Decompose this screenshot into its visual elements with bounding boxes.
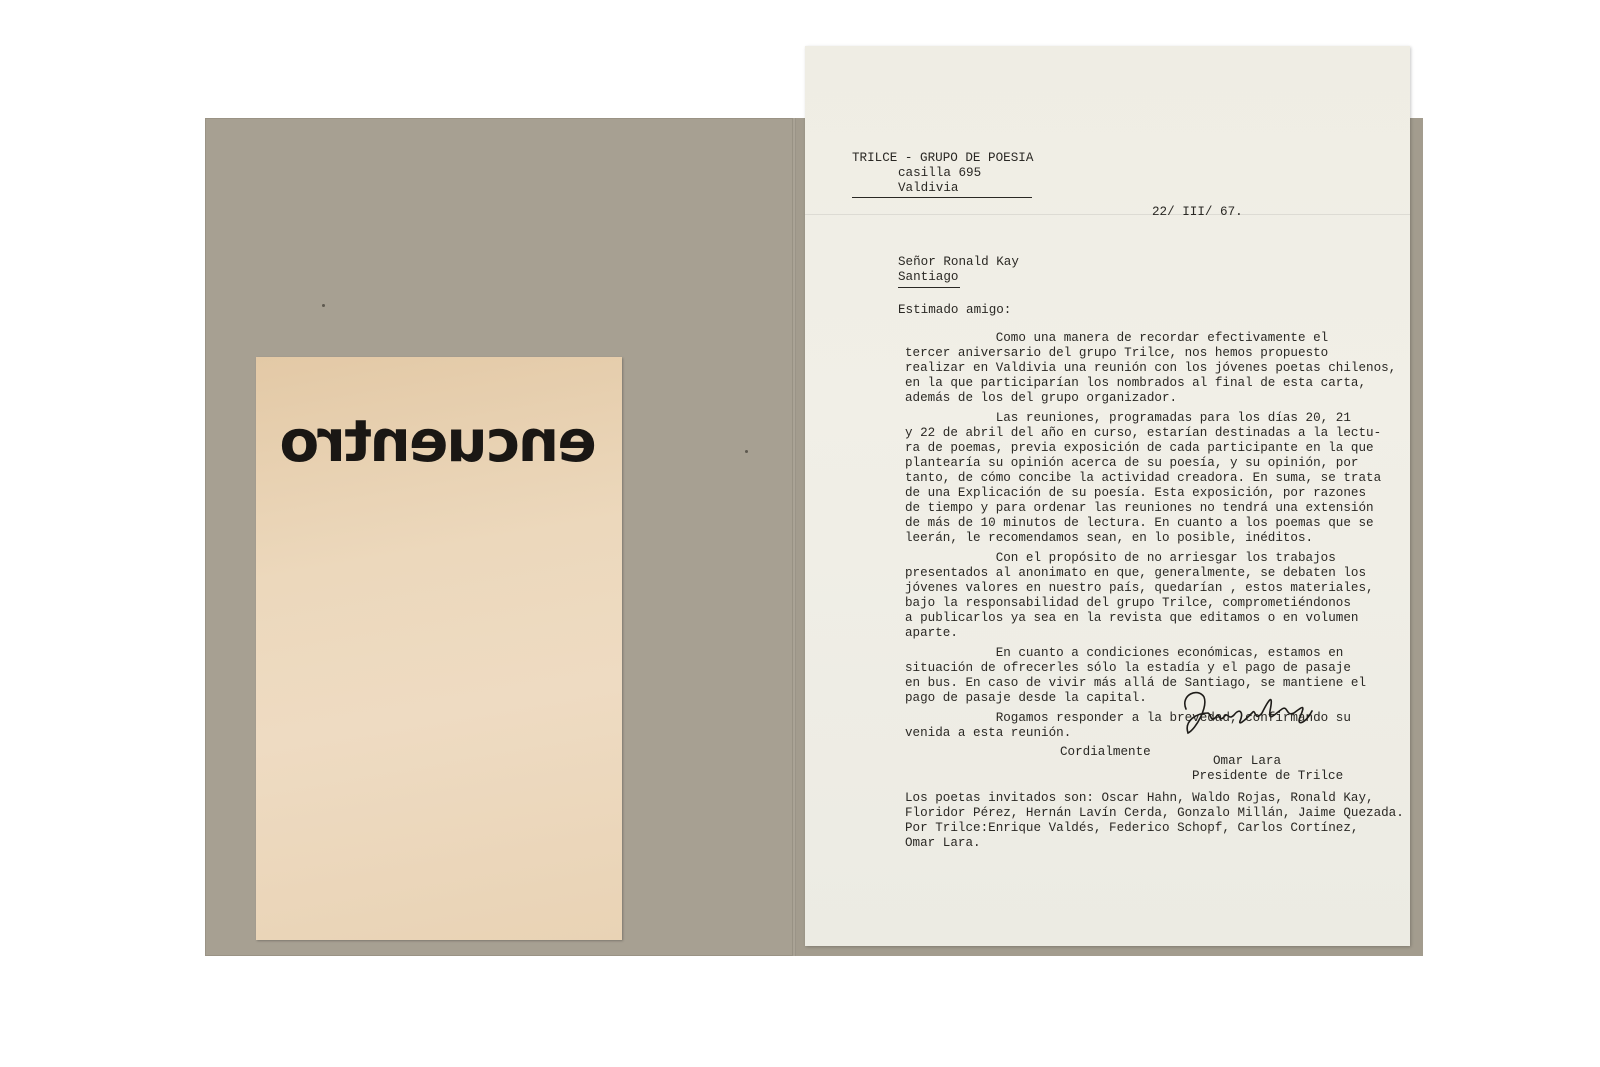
paragraph-line: Como una manera de recordar efectivamente el (905, 331, 1329, 345)
signer-title: Presidente de Trilce (1192, 769, 1344, 783)
letterhead-line1: TRILCE - GRUPO DE POESIA (852, 151, 1034, 165)
letterhead-rule (852, 197, 1032, 198)
paragraph-line: Las reuniones, programadas para los días 20, 21 (905, 411, 1351, 425)
paragraph-line: tanto, de cómo concibe la actividad creadora. En suma, se trata (905, 471, 1382, 485)
folder-speck (322, 304, 325, 307)
paragraph-line: venida a esta reunión. (905, 726, 1072, 740)
recipient-name: Señor Ronald Kay (898, 255, 1019, 269)
paragraph-line: tercer aniversario del grupo Trilce, nos hemos propuesto (905, 346, 1329, 360)
paragraph-line: Con el propósito de no arriesgar los trabajos (905, 551, 1336, 565)
paragraph-line: además de los del grupo organizador. (905, 391, 1178, 405)
encuentro-booklet (256, 357, 622, 940)
paragraph-line: bajo la responsabilidad del grupo Trilce, comprometiéndonos (905, 596, 1351, 610)
paragraph-line: Rogamos responder a la brevedad, confirmando su (905, 711, 1351, 725)
paragraph-line: plantearía su opinión acerca de su poesía, y su opinión, por (905, 456, 1359, 470)
signer-name: Omar Lara (1213, 754, 1282, 768)
paragraph-line: en la que participarían los nombrados al final de esta carta, (905, 376, 1367, 390)
paragraph-line: leerán, le recomendamos sean, en lo posible, inéditos. (905, 531, 1314, 545)
letterhead-line2: casilla 695 (898, 166, 982, 180)
paragraph-line: en bus. En caso de vivir más allá de Santiago, se mantiene el (905, 676, 1367, 690)
closing: Cordialmente (1060, 745, 1151, 759)
paragraph-line: de una Explicación de su poesía. Esta exposición, por razones (905, 486, 1367, 500)
paragraph-line: realizar en Valdivia una reunión con los jóvenes poetas chilenos, (905, 361, 1397, 375)
paragraph-line: ra de poemas, previa exposición de cada participante en la que (905, 441, 1374, 455)
booklet-title: encuentro (281, 407, 597, 475)
paragraph-line: En cuanto a condiciones económicas, estamos en (905, 646, 1344, 660)
salutation: Estimado amigo: (898, 303, 1012, 317)
paragraph-line: de más de 10 minutos de lectura. En cuanto a los poemas que se (905, 516, 1374, 530)
paragraph-line: presentados al anonimato en que, generalmente, se debaten los (905, 566, 1367, 580)
letterhead-line3: Valdivia (898, 181, 959, 195)
paragraph-line: de tiempo y para ordenar las reuniones no tendrá una extensión (905, 501, 1374, 515)
letter-date: 22/ III/ 67. (1152, 205, 1243, 219)
handwritten-signature (1178, 683, 1328, 747)
paragraph-line: situación de ofrecerles sólo la estadía y el pago de pasaje (905, 661, 1351, 675)
paragraph-line: y 22 de abril del año en curso, estarían destinadas a la lectu- (905, 426, 1382, 440)
postscript-line: Floridor Pérez, Hernán Lavín Cerda, Gonzalo Millán, Jaime Quezada. (905, 806, 1404, 820)
postscript-line: Los poetas invitados son: Oscar Hahn, Waldo Rojas, Ronald Kay, (905, 791, 1374, 805)
folder-fold (792, 118, 796, 956)
postscript-line: Omar Lara. (905, 836, 981, 850)
recipient-city: Santiago (898, 270, 959, 284)
paragraph-line: a publicarlos ya sea en la revista que editamos o en volumen (905, 611, 1359, 625)
folder-speck (745, 450, 748, 453)
recipient-rule (898, 287, 960, 288)
postscript-line: Por Trilce:Enrique Valdés, Federico Schopf, Carlos Cortínez, (905, 821, 1359, 835)
paragraph-line: pago de pasaje desde la capital. (905, 691, 1147, 705)
paragraph-line: aparte. (905, 626, 958, 640)
paragraph-line: jóvenes valores en nuestro país, quedarían , estos materiales, (905, 581, 1374, 595)
